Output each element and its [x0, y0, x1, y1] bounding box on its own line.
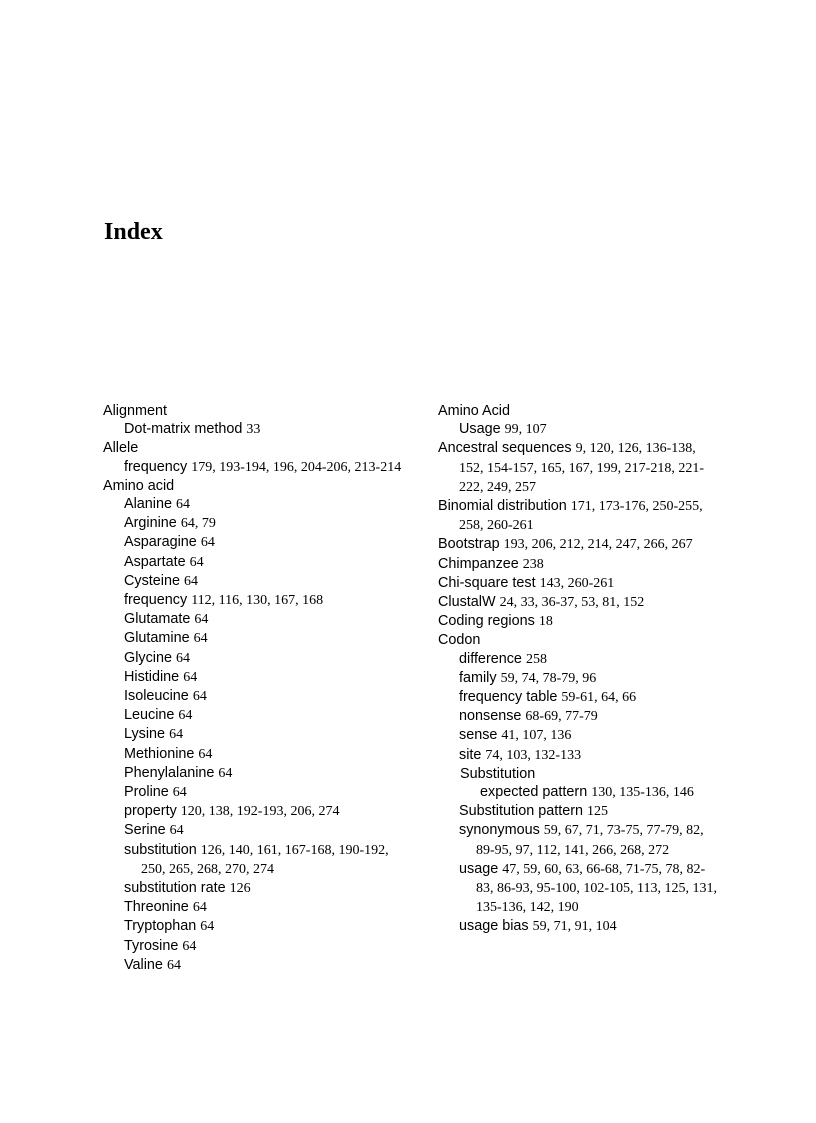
index-pages: 258	[525, 651, 547, 667]
index-column-left	[103, 402, 413, 975]
index-entry	[103, 687, 413, 706]
index-term: Allele	[103, 440, 139, 457]
index-entry	[438, 497, 718, 535]
index-term: property	[124, 803, 177, 820]
index-pages: 64	[218, 765, 233, 781]
index-entry	[438, 574, 718, 593]
index-term: Glycine	[124, 649, 172, 666]
index-term: Ancestral sequences	[438, 440, 572, 457]
index-term: usage bias	[459, 918, 529, 935]
index-pages: 143, 260-261	[539, 575, 615, 591]
index-entry	[438, 707, 718, 726]
index-entry	[103, 725, 413, 744]
index-pages: 59-61, 64, 66	[561, 690, 637, 706]
index-pages: 64	[182, 938, 197, 954]
index-term: usage	[459, 860, 499, 877]
index-pages: 59, 67, 71, 73-75, 77-79, 82, 89-95, 97, 112, 141, 266, 268, 272	[476, 823, 704, 858]
index-entry	[103, 841, 413, 879]
index-entry	[438, 688, 718, 707]
index-pages: 64	[183, 669, 198, 685]
index-entry	[103, 745, 413, 764]
index-term: Chi-square test	[438, 574, 536, 591]
index-term: Valine	[124, 956, 163, 973]
index-pages: 64	[166, 957, 181, 973]
index-term: Tryptophan	[124, 918, 197, 935]
index-term: Tyrosine	[124, 937, 179, 954]
index-pages: 120, 138, 192-193, 206, 274	[180, 804, 340, 820]
index-entry	[103, 420, 413, 439]
index-pages: 112, 116, 130, 167, 168	[191, 593, 324, 609]
index-pages: 33	[246, 422, 261, 438]
index-term: Alanine	[124, 496, 173, 513]
index-pages: 59, 71, 91, 104	[532, 919, 617, 935]
index-term: sense	[459, 727, 498, 744]
index-entry	[103, 533, 413, 552]
index-entry	[103, 783, 413, 802]
index-term: Aspartate	[124, 553, 186, 570]
index-entry	[438, 535, 718, 554]
index-entry	[103, 802, 413, 821]
index-pages: 41, 107, 136	[501, 728, 572, 744]
index-term: Methionine	[124, 745, 195, 762]
index-term: Alignment	[103, 403, 167, 419]
index-pages: 64	[192, 689, 207, 705]
index-entry	[438, 420, 718, 439]
index-pages: 64	[194, 612, 209, 628]
index-term: frequency	[124, 592, 188, 609]
index-entry	[438, 439, 718, 497]
index-term: Cysteine	[124, 572, 180, 589]
index-entry	[103, 937, 413, 956]
index-entry	[103, 821, 413, 840]
index-term: synonymous	[459, 822, 540, 839]
index-term: Amino Acid	[438, 403, 510, 419]
index-entry	[438, 726, 718, 745]
index-entry	[438, 612, 718, 631]
index-entry	[103, 591, 413, 610]
index-term: ClustalW	[438, 594, 496, 611]
index-term: difference	[459, 650, 522, 667]
index-entry	[103, 629, 413, 648]
index-pages: 64	[172, 785, 187, 801]
index-term: Binomial distribution	[438, 498, 567, 515]
index-term: Substitution pattern	[459, 803, 583, 820]
index-term: frequency	[124, 458, 188, 475]
index-entry	[438, 917, 718, 936]
index-term: Asparagine	[124, 534, 197, 551]
index-term: Threonine	[124, 899, 189, 916]
index-entry	[103, 879, 413, 898]
index-entry	[438, 593, 718, 612]
index-term: Bootstrap	[438, 536, 500, 553]
index-pages: 238	[522, 556, 544, 572]
index-entry	[438, 765, 718, 783]
index-term: Serine	[124, 822, 166, 839]
index-term: site	[459, 746, 482, 763]
index-pages: 64	[192, 900, 207, 916]
index-term: Proline	[124, 784, 169, 801]
index-pages: 193, 206, 212, 214, 247, 266, 267	[503, 537, 693, 553]
index-term: substitution	[124, 841, 197, 858]
index-entry	[438, 669, 718, 688]
index-term: Coding regions	[438, 613, 535, 630]
index-entry	[438, 802, 718, 821]
index-term: Lysine	[124, 726, 166, 743]
index-pages: 64	[200, 535, 215, 551]
index-pages: 64	[198, 746, 213, 762]
index-pages: 126	[229, 881, 251, 897]
index-term: Leucine	[124, 707, 175, 724]
index-pages: 24, 33, 36-37, 53, 81, 152	[499, 595, 645, 611]
index-term: Codon	[438, 632, 481, 649]
index-term: frequency table	[459, 689, 558, 706]
index-term: Dot-matrix method	[124, 421, 243, 438]
index-term: Amino acid	[103, 477, 175, 494]
index-entry	[103, 898, 413, 917]
index-entry	[103, 610, 413, 629]
index-pages: 179, 193-194, 196, 204-206, 213-214	[191, 459, 402, 475]
index-pages: 64	[169, 823, 184, 839]
index-pages: 130, 135-136, 146	[591, 785, 694, 801]
index-entry	[438, 555, 718, 574]
index-pages: 9, 120, 126, 136-138, 152, 154-157, 165, 167, 199, 217-218, 221-222, 249, 257	[459, 441, 704, 495]
index-entry	[103, 668, 413, 687]
index-entry	[103, 553, 413, 572]
index-pages: 74, 103, 132-133	[485, 747, 582, 763]
index-term: expected pattern	[480, 784, 588, 801]
page-title: Index	[104, 219, 163, 246]
index-term: substitution rate	[124, 880, 226, 897]
index-pages: 99, 107	[504, 422, 547, 438]
index-pages: 59, 74, 78-79, 96	[500, 670, 597, 686]
index-pages: 68-69, 77-79	[525, 709, 598, 725]
index-term: Glutamine	[124, 630, 190, 647]
index-entry	[103, 402, 413, 420]
index-entry	[103, 514, 413, 533]
index-term: Histidine	[124, 668, 180, 685]
index-entry	[103, 439, 413, 457]
index-entry	[438, 631, 718, 649]
index-entry	[438, 746, 718, 765]
index-entry	[103, 649, 413, 668]
index-term: Phenylalanine	[124, 764, 215, 781]
index-term: Usage	[459, 421, 501, 438]
index-entry	[103, 764, 413, 783]
index-pages: 64	[176, 497, 191, 513]
index-pages: 64	[169, 727, 184, 743]
index-entry	[438, 783, 718, 802]
index-pages: 171, 173-176, 250-255, 258, 260-261	[459, 499, 703, 534]
index-entry	[103, 706, 413, 725]
index-pages: 47, 59, 60, 63, 66-68, 71-75, 78, 82-83, 86-93, 95-100, 102-105, 113, 125, 131, 135-136, 142, 190	[476, 861, 717, 916]
index-pages: 64	[184, 573, 198, 589]
index-term: nonsense	[459, 708, 522, 725]
index-entry	[438, 860, 718, 918]
index-pages: 64	[176, 650, 190, 666]
index-term: Substitution	[460, 765, 536, 782]
index-pages: 64	[193, 631, 208, 647]
index-term: Chimpanzee	[438, 555, 519, 572]
index-pages: 64, 79	[180, 516, 216, 532]
index-entry	[103, 495, 413, 514]
index-term: Isoleucine	[124, 688, 189, 705]
index-column-right	[438, 402, 718, 937]
index-entry	[103, 477, 413, 495]
index-pages: 126, 140, 161, 167-168, 190-192, 250, 265, 268, 270, 274	[141, 842, 389, 877]
index-pages: 18	[538, 614, 553, 630]
index-term: Arginine	[124, 515, 177, 532]
index-term: family	[459, 669, 497, 686]
index-entry	[103, 572, 413, 591]
index-entry	[103, 458, 413, 477]
index-pages: 125	[587, 804, 608, 820]
index-entry	[438, 402, 718, 420]
index-entry	[103, 917, 413, 936]
index-pages: 64	[189, 554, 204, 570]
index-pages: 64	[178, 708, 193, 724]
index-entry	[438, 821, 718, 859]
index-entry	[438, 650, 718, 669]
index-entry	[103, 956, 413, 975]
index-pages: 64	[200, 919, 215, 935]
index-term: Glutamate	[124, 611, 191, 628]
